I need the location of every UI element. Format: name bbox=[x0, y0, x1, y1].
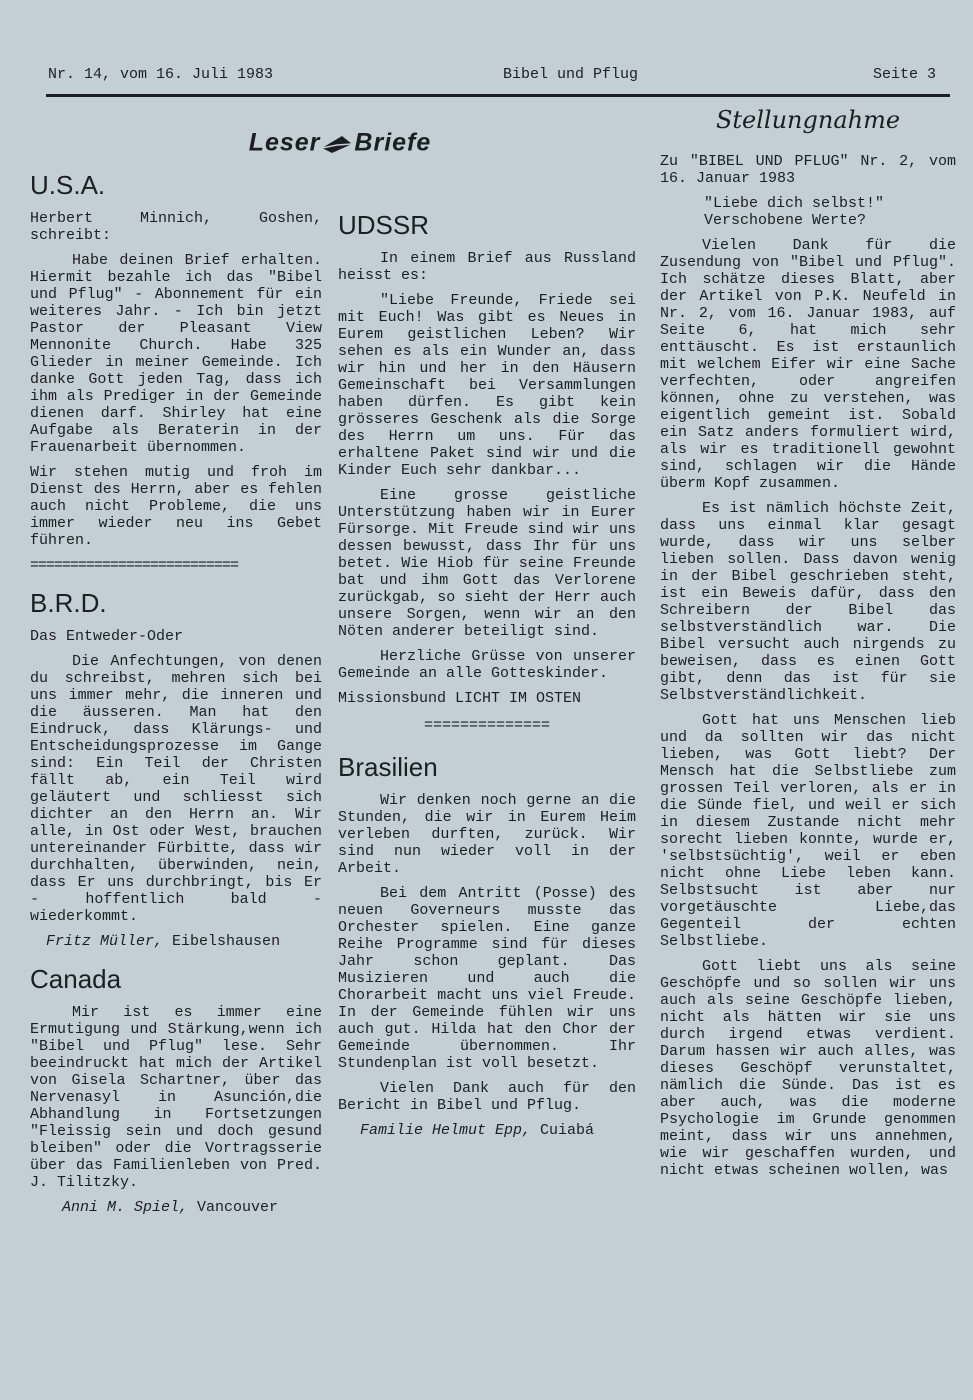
section-title-udssr: UDSSR bbox=[338, 210, 430, 240]
separator: ========================== bbox=[30, 557, 239, 574]
stellungnahme-reference: Zu "BIBEL UND PFLUG" Nr. 2, vom 16. Januar 1983 bbox=[660, 153, 956, 187]
quote-line-2: Verschobene Werte? bbox=[704, 212, 867, 229]
canada-paragraph-1: Mir ist es immer eine Ermutigung und Stärkung,wenn ich "Bibel und Pflug" lese. Sehr beeindruckt hat mich der Artikel von Gisela Schartner, über das Nervenasyl in Asunción,die Abhandlung in Fortsetzungen "Fleissig sein und doch gesund bleiben" oder die Vortragsserie über das Familienleben von Pred. J. Tilitzky. bbox=[30, 1004, 322, 1191]
masthead-left: Leser bbox=[248, 128, 321, 157]
separator: ============== bbox=[423, 717, 551, 734]
stellungnahme-quote bbox=[704, 195, 956, 229]
udssr-signature: Missionsbund LICHT IM OSTEN bbox=[338, 690, 582, 707]
brd-signature-place: Eibelshausen bbox=[172, 933, 281, 950]
brasilien-paragraph-2: Bei dem Antritt (Posse) des neuen Governeurs musste das Orchester spielen. Eine ganze Reihe Programme sind für dieses Jahr schon geplant. Das Musizieren und auch die Chorarbeit macht uns viel Freude. In der Gemeinde fühlen wir uns auch gut. Hilda hat den Chor der Gemeinde übernommen. Ihr Stundenplan ist voll besetzt. bbox=[338, 885, 636, 1072]
udssr-paragraph-4: Herzliche Grüsse von unserer Gemeinde an alle Gotteskinder. bbox=[338, 648, 636, 682]
quote-line-1: "Liebe dich selbst!" bbox=[704, 195, 885, 212]
column-middle bbox=[338, 196, 636, 1147]
brd-paragraph-1: Die Anfechtungen, von denen du schreibst, mehren sich bei uns immer mehr, die inneren und die äusseren. Man hat den Eindruck, dass Klärungs- und Entscheidungsprozesse im Gange sind: Ein Teil der Christen fällt ab, ein Teil wird geläutert und schliesst sich dichter an den Herrn an. Wir alle, in Ost oder West, brauchen untereinander Fürbitte, dass wir durchhalten, überwinden, nein, dass Er uns durchbringt, bis Er - hoffentlich bald - wiederkommt. bbox=[30, 653, 322, 925]
stellungnahme-paragraph-3: Gott hat uns Menschen lieb und da sollten wir das nicht lieben, was Gott liebt? Der Mensch hat die Selbstliebe zum grossen Teil verloren, als er in die Sünde fiel, und weil er sich in diesem Zustande nicht mehr sorecht lieben konnte, wurde er, 'selbstsüchtig', weil er eben nicht ohne Liebe leben kann. Selbstsucht ist aber nur vorgetäuschte Liebe,das Gegenteil der echten Selbstliebe. bbox=[660, 712, 956, 950]
section-title-canada: Canada bbox=[30, 964, 122, 994]
brasilien-signature-name: Familie Helmut Epp, bbox=[360, 1122, 532, 1139]
brasilien-paragraph-3: Vielen Dank auch für den Bericht in Bibel und Pflug. bbox=[338, 1080, 636, 1114]
canada-signature bbox=[62, 1199, 322, 1216]
publication-name: Bibel und Pflug bbox=[503, 66, 639, 83]
brasilien-signature bbox=[360, 1122, 636, 1139]
stellungnahme-paragraph-1: Vielen Dank für die Zusendung von "Bibel und Pflug". Ich schätze dieses Blatt, aber der Artikel von P.K. Neufeld in Nr. 2, vom 16. Januar 1983, auf Seite 6, hat mich sehr enttäuscht. Es ist erstaunlich mit welchem Eifer wir eine Sache verfechten, oder angreifen können, ohne zu verstehen, was eigentlich gemeint ist. Sobald ein Satz anders formuliert wird, als wir es traditionell gewohnt sind, schlagen wir die Hände überm Kopf zusammen. bbox=[660, 237, 956, 492]
section-title-brd: B.R.D. bbox=[30, 588, 107, 618]
brd-signature bbox=[46, 933, 322, 950]
canada-signature-place: Vancouver bbox=[197, 1199, 279, 1216]
usa-paragraph-2: Wir stehen mutig und froh im Dienst des Herrn, aber es fehlen auch nicht Probleme, die uns immer wieder neu ins Gebet führen. bbox=[30, 464, 322, 549]
header-rule bbox=[46, 94, 950, 97]
udssr-paragraph-3: Eine grosse geistliche Unterstützung haben wir in Eurer Fürsorge. Mit Freude sind wir uns dessen bewusst, dass Ihr für uns betet. Wie Hiob für seine Freunde bat und ihm Gott das Verlorene zurückgab, so sieht der Herr auch unsere Sorgen, wenn wir an den Nöten anderer beteiligt sind. bbox=[338, 487, 636, 640]
masthead-right: Briefe bbox=[354, 128, 432, 157]
section-title-usa: U.S.A. bbox=[30, 170, 106, 200]
stellungnahme-paragraph-4: Gott liebt uns als seine Geschöpfe und so sollen wir uns auch als seine Geschöpfe lieben, nicht als hätten wir sie uns durch irgend etwas verdient. Darum hassen wir auch alles, was dieses Geschöpf verunstaltet, nämlich die Sünde. Das ist es aber auch, was die moderne Psychologie im Grunde genommen meint, dass wir uns annehmen, wie wir geschaffen wurden, und nicht etwas scheinen wollen, was bbox=[660, 958, 956, 1179]
usa-paragraph-1: Habe deinen Brief erhalten. Hiermit bezahle ich das "Bibel und Pflug" - Abonnement für ein weiteres Jahr. - Ich bin jetzt Pastor der Pleasant View Mennonite Church. Habe 325 Glieder in meiner Gemeinde. Ich danke Gott jeden Tag, dass ich ihm als Prediger in der Gemeinde dienen darf. Shirley hat eine Aufgabe als Beraterin in der Frauenarbeit übernommen. bbox=[30, 252, 322, 456]
issue-info: Nr. 14, vom 16. Juli 1983 bbox=[48, 66, 274, 83]
brasilien-signature-place: Cuiabá bbox=[540, 1122, 595, 1139]
canada-signature-name: Anni M. Spiel, bbox=[62, 1199, 189, 1216]
column-right bbox=[660, 106, 956, 1187]
brasilien-paragraph-1: Wir denken noch gerne an die Stunden, die wir in Eurem Heim verleben durften, zurück. Wir sind nun wieder voll in der Arbeit. bbox=[338, 792, 636, 877]
stellungnahme-title: Stellungnahme bbox=[715, 106, 901, 134]
page-header bbox=[48, 66, 948, 88]
usa-intro: Herbert Minnich, Goshen, schreibt: bbox=[30, 210, 322, 244]
udssr-paragraph-1: In einem Brief aus Russland heisst es: bbox=[338, 250, 636, 284]
envelope-icon bbox=[320, 134, 354, 154]
stellungnahme-paragraph-2: Es ist nämlich höchste Zeit, dass uns einmal klar gesagt wurde, dass wir uns selber lieben sollen. Dass davon wenig in der Bibel geschrieben steht, ist ein Beweis dafür, dass den Schreibern der Bibel das selbstverständlich war. Die Bibel versucht auch nirgends zu beweisen, dass es einen Gott gibt, denn das ist für sie Selbstverständlichkeit. bbox=[660, 500, 956, 704]
brd-subtitle: Das Entweder-Oder bbox=[30, 628, 184, 645]
leser-briefe-masthead bbox=[190, 128, 490, 157]
section-title-brasilien: Brasilien bbox=[338, 752, 438, 782]
udssr-paragraph-2: "Liebe Freunde, Friede sei mit Euch! Was gibt es Neues in Eurem geistlichen Leben? Wir sehen es als ein Wunder an, dass wir hin und her in den Häusern Gemeinschaft bei Versammlungen haben dürfen. Es gibt kein grösseres Geschenk als die Sorge des Herrn um uns. Für das erhaltene Paket sind wir und die Kinder Euch sehr dankbar... bbox=[338, 292, 636, 479]
page-number: Seite 3 bbox=[872, 66, 936, 83]
brd-signature-name: Fritz Müller, bbox=[46, 933, 164, 950]
